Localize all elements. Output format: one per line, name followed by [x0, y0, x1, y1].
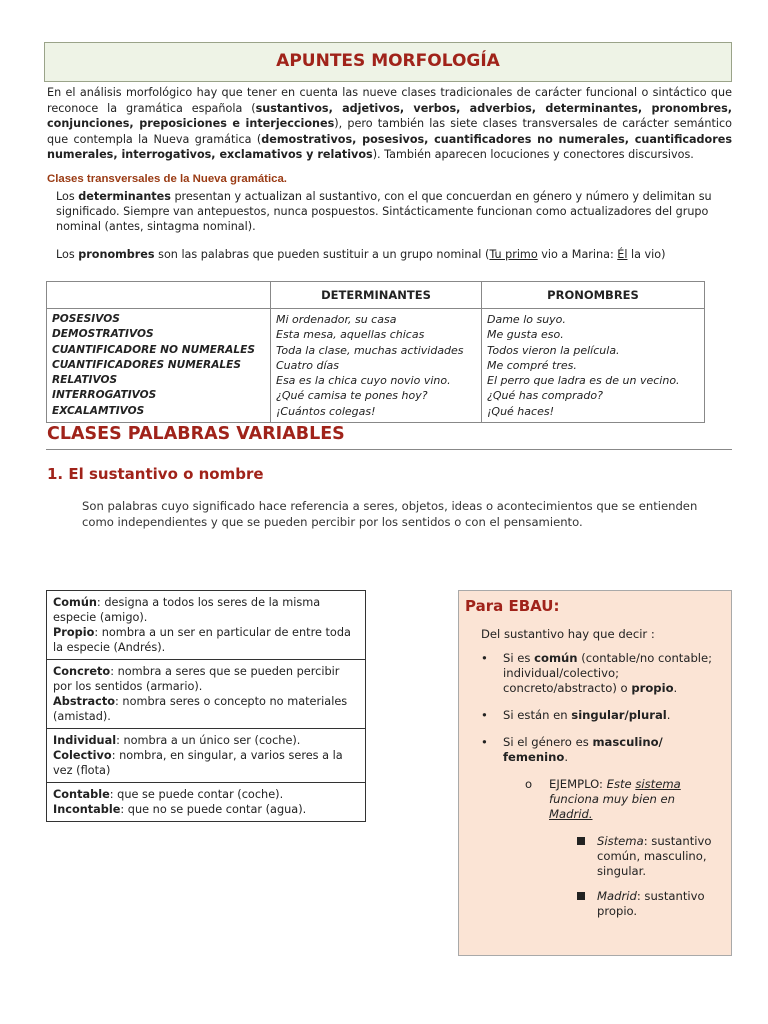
noun-class-group: Concreto: nombra a seres que se pueden percibir por los sentidos (armario). Abstracto: nombra seres o concepto no materiales (amistad). — [47, 660, 365, 729]
page-title: APUNTES MORFOLOGÍA — [276, 51, 500, 71]
transversal-subheading: Clases transversales de la Nueva gramática. — [47, 173, 287, 185]
ebau-box — [458, 590, 732, 956]
example-analysis-sistema: Sistema: sustantivo común, masculino, singular. — [597, 834, 747, 879]
ebau-intro: Del sustantivo hay que decir : — [481, 627, 655, 641]
noun-class-group: Individual: nombra a un único ser (coche). Colectivo: nombra, en singular, a varios seres a la vez (flota) — [47, 729, 365, 783]
pronombres-examples-cell: Dame lo suyo. Me gusta eso. Todos vieron la película. Me compré tres. El perro que ladra es de un vecino. ¿Qué has comprado? ¡Qué haces! — [482, 309, 705, 423]
noun-class-group: Común: designa a todos los seres de la misma especie (amigo). Propio: nombra a un ser en particular de entre toda la especie (Andrés). — [47, 591, 365, 660]
list-item: • Si están en singular/plural. — [481, 708, 671, 722]
table-header-cell: DETERMINANTES — [271, 282, 482, 309]
pronombres-paragraph: Los pronombres son las palabras que pueden sustituir a un grupo nominal (Tu primo vio a Marina: Él la vio) — [56, 248, 666, 261]
section-title: CLASES PALABRAS VARIABLES — [47, 424, 345, 444]
example-analysis-madrid: Madrid: sustantivo propio. — [597, 889, 747, 919]
bullet-icon: • — [481, 651, 488, 665]
determinantes-examples-cell: Mi ordenador, su casa Esta mesa, aquellas chicas Toda la clase, muchas actividades Cuatro días Esa es la chica cuyo novio vino. ¿Qué camisa te pones hoy? ¡Cuántos colegas! — [271, 309, 482, 423]
bullet-icon: • — [481, 735, 488, 749]
heading-sustantivo: 1. El sustantivo o nombre — [47, 465, 264, 483]
ebau-example: o EJEMPLO: Este sistema funciona muy bien en Madrid. — [525, 777, 681, 821]
ebau-list — [479, 651, 727, 777]
intro-paragraph: En el análisis morfológico hay que tener en cuenta las nueve clases tradicionales de carácter funcional o sintáctico que reconoce la gramática española (sustantivos, adjetivos, verbos, adverbios, determinantes, pronombres, conjunciones, preposiciones e interjecciones), pero también las siete clases transversales de carácter semántico que contempla la Nueva gramática (demostrativos, posesivos, cuantificadores no numerales, cuantificadores numerales, interrogativos, exclamativos y relativos). También aparecen locuciones y conectores discursivos. — [47, 86, 732, 161]
noun-classes-box — [46, 590, 366, 822]
section-divider — [46, 449, 732, 450]
square-bullet-icon — [577, 892, 585, 900]
bullet-icon: • — [481, 708, 488, 722]
noun-class-group: Contable: que se puede contar (coche). Incontable: que no se puede contar (agua). — [53, 788, 307, 816]
table-header-row — [47, 282, 705, 309]
ebau-title: Para EBAU: — [465, 597, 560, 615]
sustantivo-definition: Son palabras cuyo significado hace referencia a seres, objetos, ideas o acontecimientos que se entienden como independientes y que se pueden percibir por los sentidos o con el pensamiento. — [82, 499, 698, 529]
circle-bullet-icon: o — [525, 777, 533, 791]
table-header-cell — [47, 282, 271, 309]
class-names-cell: POSESIVOS DEMOSTRATIVOS CUANTIFICADORE NO NUMERALES CUANTIFICADORES NUMERALES RELATIVOS INTERROGATIVOS EXCALAMTIVOS — [47, 309, 271, 423]
title-box — [44, 42, 732, 82]
determinantes-paragraph: Los determinantes presentan y actualizan al sustantivo, con el que concuerdan en género y número y delimitan su significado. Siempre van antepuestos, nunca pospuestos. Sintácticamente funcionan como actualizadores del grupo nominal (antes, sintagma nominal). — [56, 190, 712, 233]
square-bullet-icon — [577, 837, 585, 845]
list-item: • Si el género es masculino/ femenino. — [481, 735, 663, 764]
list-item: • Si es común (contable/no contable; individual/colectivo; concreto/abstracto) o propio. — [481, 651, 713, 695]
table-header-cell: PRONOMBRES — [482, 282, 705, 309]
table-row — [47, 309, 705, 423]
transversal-classes-table — [46, 281, 705, 423]
